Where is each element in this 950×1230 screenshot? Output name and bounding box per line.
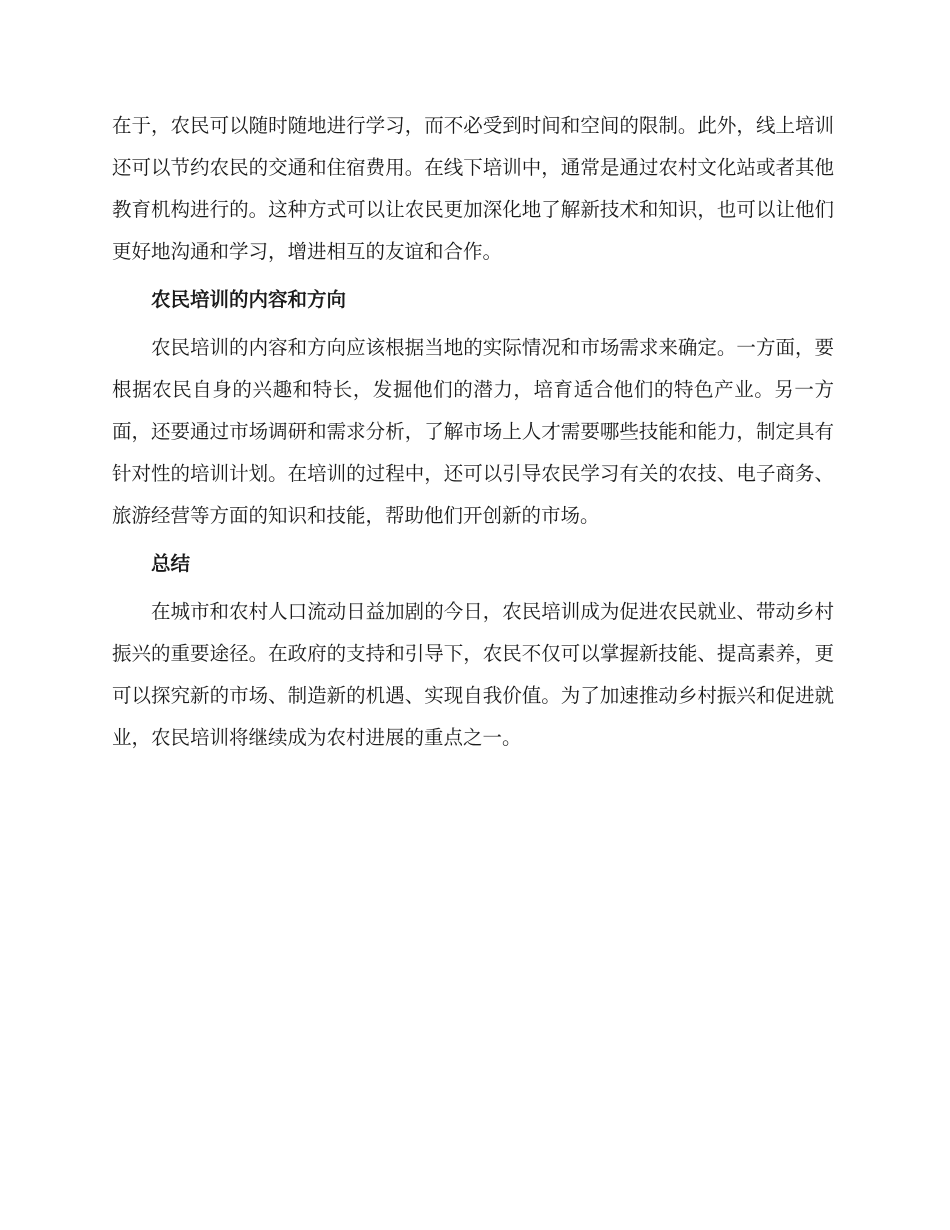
section-heading-content-direction: 农民培训的内容和方向 — [151, 288, 347, 311]
section-body-content-direction: 农民培训的内容和方向应该根据当地的实际情况和市场需求来确定。一方面，要根据农民自身的兴趣和特长，发掘他们的潜力，培育适合他们的特色产业。另一方面，还要通过市场调研和需求分析，了解市场上人才需要哪些技能和能力，制定具有针对性的培训计划。在培训的过程中，还可以引导农民学习有关的农技、电子商务、旅游经营等方面的知识和技能，帮助他们开创新的市场。 — [112, 336, 834, 527]
document-body — [112, 105, 834, 759]
intro-paragraph: 在于，农民可以随时随地进行学习，而不必受到时间和空间的限制。此外，线上培训还可以节约农民的交通和住宿费用。在线下培训中，通常是通过农村文化站或者其他教育机构进行的。这种方式可以让农民更加深化地了解新技术和知识，也可以让他们更好地沟通和学习，增进相互的友谊和合作。 — [112, 114, 834, 263]
section-body-summary: 在城市和农村人口流动日益加剧的今日，农民培训成为促进农民就业、带动乡村振兴的重要途径。在政府的支持和引导下，农民不仅可以掌握新技能、提高素养，更可以探究新的市场、制造新的机遇、实现自我价值。为了加速推动乡村振兴和促进就业，农民培训将继续成为农村进展的重点之一。 — [112, 600, 834, 749]
section-heading-summary: 总结 — [151, 552, 191, 575]
